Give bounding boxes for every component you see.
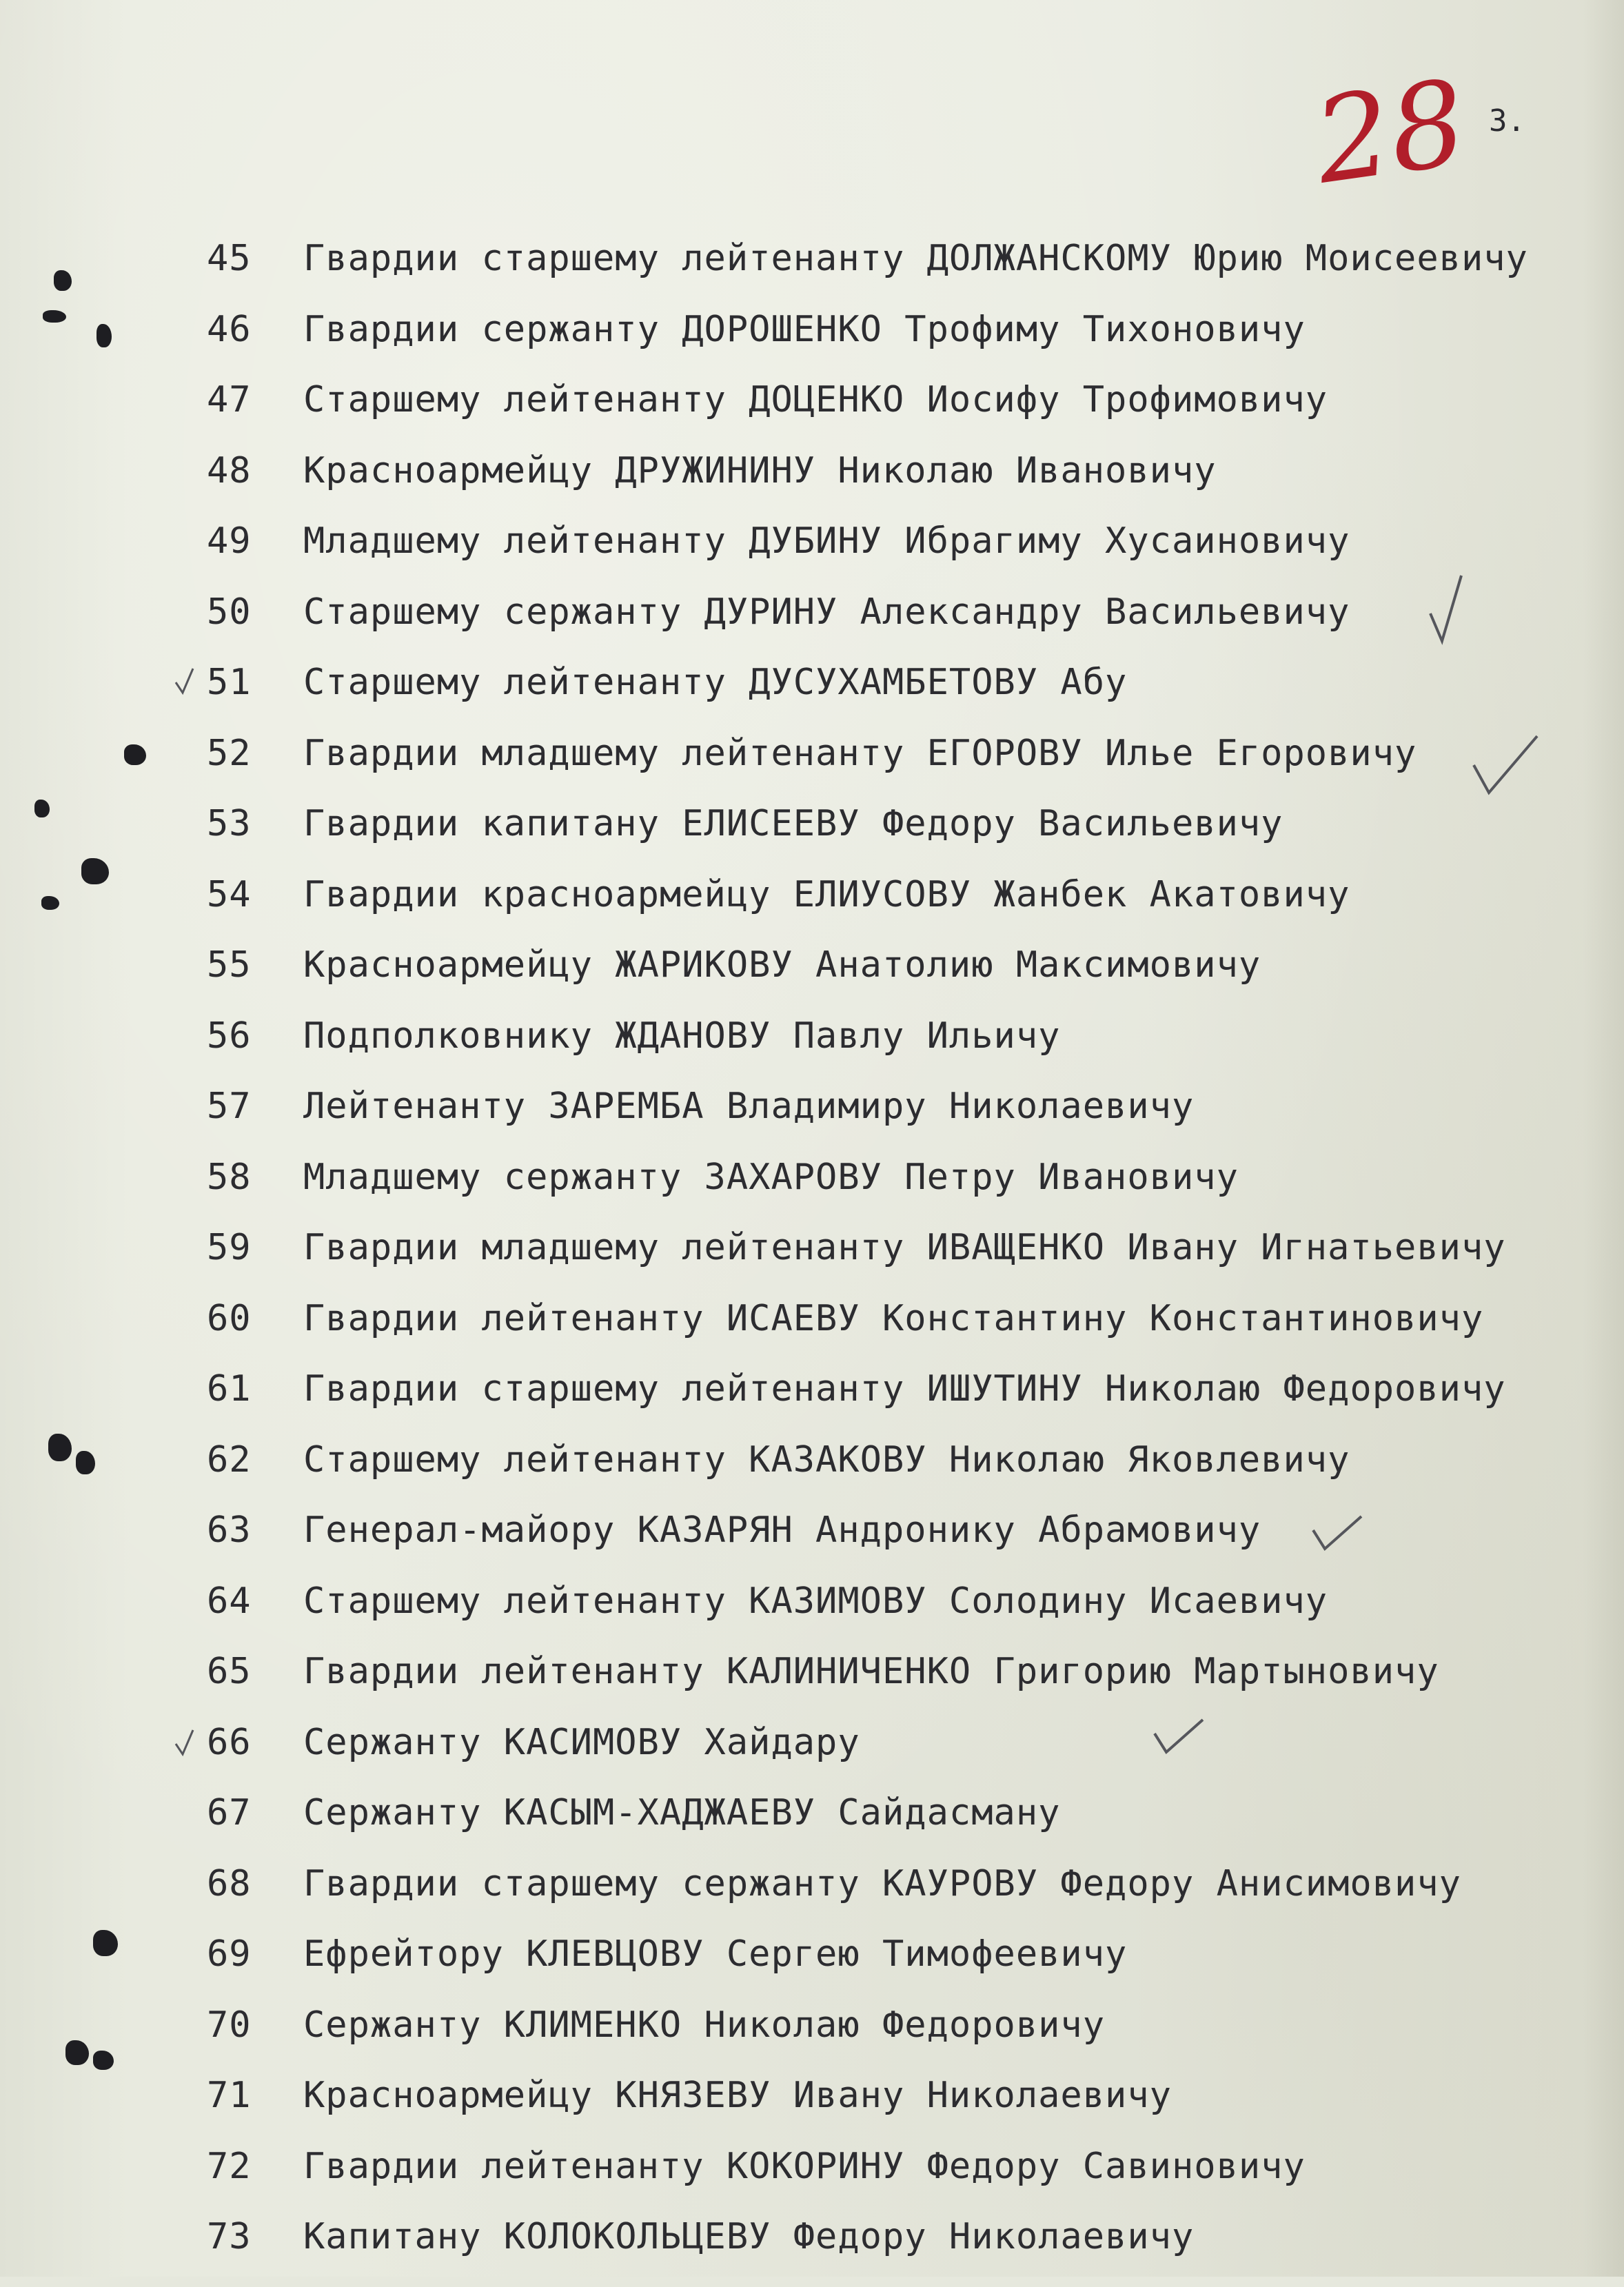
entry-text: Старшему лейтенанту КАЗАКОВУ Николаю Яковлевичу bbox=[303, 1439, 1350, 1481]
entry-text: Капитану КОЛОКОЛЬЦЕВУ Федору Николаевичу bbox=[303, 2216, 1195, 2257]
entry-text: Красноармейцу КНЯЗЕВУ Ивану Николаевичу bbox=[303, 2075, 1172, 2116]
entry-text: Старшему лейтенанту ДУСУХАМБЕТОВУ Абу bbox=[303, 662, 1128, 703]
list-item bbox=[207, 2004, 1599, 2075]
binding-hole-mark bbox=[65, 2040, 89, 2065]
entry-number: 47 bbox=[207, 379, 252, 420]
list-item bbox=[207, 379, 1599, 450]
entry-number: 49 bbox=[207, 520, 252, 562]
pencil-check-mark bbox=[172, 665, 200, 700]
pencil-check-mark bbox=[172, 1727, 200, 1761]
entry-text: Генерал-майору КАЗАРЯН Андронику Абрамовичу bbox=[303, 1510, 1261, 1551]
entry-text: Старшему лейтенанту КАЗИМОВУ Солодину Исаевичу bbox=[303, 1580, 1328, 1622]
binding-hole-mark bbox=[93, 1930, 118, 1956]
binding-hole-mark bbox=[34, 800, 50, 817]
handwritten-page-number-text: 28 bbox=[1307, 54, 1474, 211]
entry-number: 57 bbox=[207, 1086, 252, 1127]
entry-text: Младшему лейтенанту ДУБИНУ Ибрагиму Хусаиновичу bbox=[303, 520, 1350, 562]
entry-text: Гвардии красноармейцу ЕЛИУСОВУ Жанбек Акатовичу bbox=[303, 873, 1350, 915]
entry-text: Гвардии старшему сержанту КАУРОВУ Федору Анисимовичу bbox=[303, 1862, 1461, 1904]
list-item bbox=[207, 662, 1599, 733]
list-item bbox=[207, 1651, 1599, 1722]
entry-number: 71 bbox=[207, 2075, 252, 2116]
sheet-number: 3. bbox=[1489, 103, 1525, 139]
entry-number: 64 bbox=[207, 1580, 252, 1622]
entry-number: 53 bbox=[207, 803, 252, 844]
binding-hole-mark bbox=[41, 896, 59, 910]
binding-hole-mark bbox=[54, 270, 72, 291]
entry-text: Старшему сержанту ДУРИНУ Александру Васильевичу bbox=[303, 591, 1350, 633]
list-item bbox=[207, 520, 1599, 591]
binding-hole-mark bbox=[124, 744, 146, 765]
entry-number: 58 bbox=[207, 1156, 252, 1198]
entry-text: Гвардии лейтенанту КОКОРИНУ Федору Савиновичу bbox=[303, 2145, 1306, 2187]
entry-number: 46 bbox=[207, 308, 252, 350]
list-item bbox=[207, 1580, 1599, 1651]
list-item bbox=[207, 733, 1599, 804]
entry-text: Старшему лейтенанту ДОЦЕНКО Иосифу Трофимовичу bbox=[303, 379, 1328, 420]
entry-number: 60 bbox=[207, 1297, 252, 1339]
list-item bbox=[207, 1227, 1599, 1298]
entry-number: 56 bbox=[207, 1015, 252, 1057]
entry-number: 65 bbox=[207, 1651, 252, 1692]
list-item bbox=[207, 2075, 1599, 2146]
entry-number: 68 bbox=[207, 1862, 252, 1904]
list-item bbox=[207, 1439, 1599, 1510]
entry-text: Гвардии сержанту ДОРОШЕНКО Трофиму Тихоновичу bbox=[303, 308, 1306, 350]
entry-number: 51 bbox=[207, 662, 252, 703]
entry-number: 66 bbox=[207, 1721, 252, 1763]
binding-hole-mark bbox=[76, 1451, 95, 1474]
entry-text: Красноармейцу ЖАРИКОВУ Анатолию Максимовичу bbox=[303, 944, 1261, 986]
entry-text: Сержанту КАСИМОВУ Хайдару bbox=[303, 1721, 860, 1763]
list-item bbox=[207, 944, 1599, 1015]
handwritten-page-number bbox=[1307, 54, 1474, 221]
entry-number: 62 bbox=[207, 1439, 252, 1481]
entry-text: Гвардии старшему лейтенанту ДОЛЖАНСКОМУ Юрию Моисеевичу bbox=[303, 238, 1528, 279]
entry-text: Гвардии лейтенанту ИСАЕВУ Константину Константиновичу bbox=[303, 1297, 1484, 1339]
entry-text: Гвардии старшему лейтенанту ИШУТИНУ Николаю Федоровичу bbox=[303, 1368, 1506, 1410]
entry-text: Красноармейцу ДРУЖИНИНУ Николаю Ивановичу bbox=[303, 449, 1217, 491]
list-item bbox=[207, 1298, 1599, 1369]
entry-number: 61 bbox=[207, 1368, 252, 1410]
entry-number: 52 bbox=[207, 732, 252, 774]
binding-hole-mark bbox=[81, 858, 109, 884]
list-item bbox=[207, 1792, 1599, 1863]
entry-text: Ефрейтору КЛЕВЦОВУ Сергею Тимофеевичу bbox=[303, 1933, 1128, 1975]
list-item bbox=[207, 2216, 1599, 2287]
list-item bbox=[207, 1015, 1599, 1086]
binding-hole-mark bbox=[48, 1434, 72, 1461]
list-item bbox=[207, 1368, 1599, 1439]
entry-number: 50 bbox=[207, 591, 252, 633]
entry-number: 59 bbox=[207, 1227, 252, 1268]
entry-number: 67 bbox=[207, 1792, 252, 1833]
entry-text: Подполковнику ЖДАНОВУ Павлу Ильичу bbox=[303, 1015, 1061, 1057]
list-item bbox=[207, 450, 1599, 521]
list-item bbox=[207, 1933, 1599, 2004]
binding-hole-mark bbox=[43, 310, 66, 323]
list-item bbox=[207, 1863, 1599, 1934]
entry-text: Гвардии капитану ЕЛИСЕЕВУ Федору Васильевичу bbox=[303, 803, 1283, 844]
entry-text: Лейтенанту ЗАРЕМБА Владимиру Николаевичу bbox=[303, 1086, 1195, 1127]
entry-text: Гвардии лейтенанту КАЛИНИЧЕНКО Григорию Мартыновичу bbox=[303, 1651, 1439, 1692]
entry-number: 48 bbox=[207, 449, 252, 491]
list-item bbox=[207, 238, 1599, 309]
entry-text: Сержанту КАСЫМ-ХАДЖАЕВУ Сайдасману bbox=[303, 1792, 1061, 1833]
entry-number: 54 bbox=[207, 873, 252, 915]
entry-number: 73 bbox=[207, 2216, 252, 2257]
list-item bbox=[207, 1510, 1599, 1580]
entry-number: 45 bbox=[207, 238, 252, 279]
entry-number: 69 bbox=[207, 1933, 252, 1975]
entry-text: Гвардии младшему лейтенанту ЕГОРОВУ Илье Егоровичу bbox=[303, 732, 1417, 774]
list-item bbox=[207, 1157, 1599, 1228]
list-item bbox=[207, 1722, 1599, 1793]
award-recipient-list bbox=[207, 238, 1599, 2287]
list-item bbox=[207, 803, 1599, 874]
list-item bbox=[207, 309, 1599, 380]
list-item bbox=[207, 1086, 1599, 1157]
binding-hole-mark bbox=[93, 2051, 114, 2070]
binding-hole-mark bbox=[97, 324, 112, 347]
entry-number: 55 bbox=[207, 944, 252, 986]
list-item bbox=[207, 2146, 1599, 2217]
entry-number: 70 bbox=[207, 2004, 252, 2046]
entry-number: 63 bbox=[207, 1510, 252, 1551]
list-item bbox=[207, 874, 1599, 945]
entry-text: Младшему сержанту ЗАХАРОВУ Петру Ивановичу bbox=[303, 1156, 1239, 1198]
entry-text: Гвардии младшему лейтенанту ИВАЩЕНКО Ивану Игнатьевичу bbox=[303, 1227, 1506, 1268]
entry-text: Сержанту КЛИМЕНКО Николаю Федоровичу bbox=[303, 2004, 1106, 2046]
list-item bbox=[207, 591, 1599, 662]
entry-number: 72 bbox=[207, 2145, 252, 2187]
